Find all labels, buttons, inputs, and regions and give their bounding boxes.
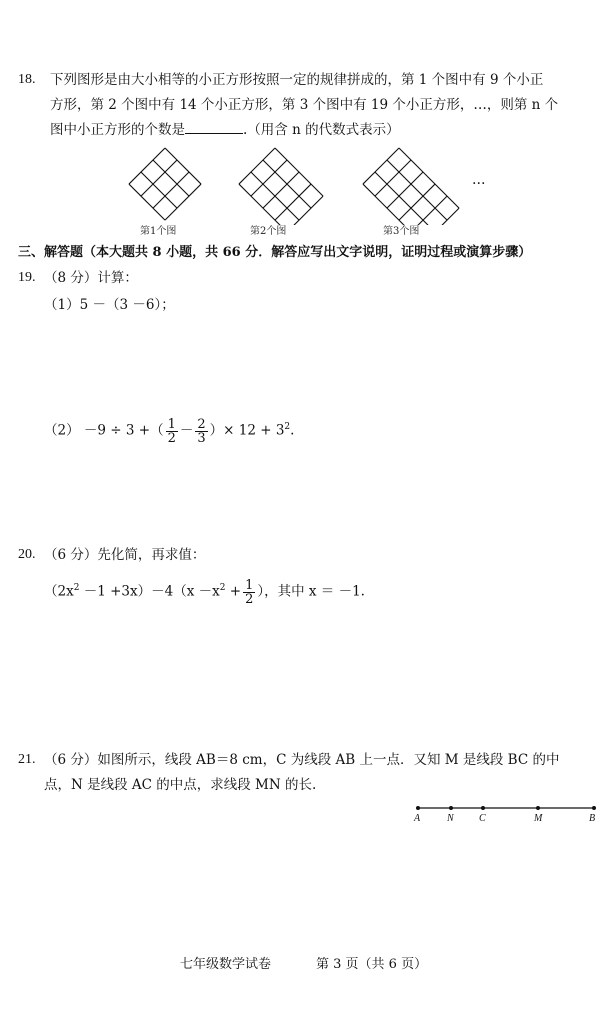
q20-exp2: 2 [219, 583, 226, 593]
q21-text-line2: 点，N 是线段 AC 的中点，求线段 MN 的长. [44, 777, 317, 793]
q19-intro: （8 分）计算： [44, 270, 138, 286]
q20-number: 20. [18, 547, 36, 562]
q20-exp1: 2 [73, 583, 80, 593]
figure3-caption: 第3个图 [383, 226, 420, 237]
q19-number: 19. [18, 270, 36, 285]
point-c [481, 806, 485, 810]
figure1-caption: 第1个图 [140, 226, 177, 237]
label-a: A [414, 813, 421, 824]
frac1-den: 2 [167, 430, 176, 446]
segment-diagram [410, 800, 602, 830]
fraction-two-thirds [195, 418, 207, 445]
figure-1 [129, 148, 201, 220]
q18-figures [120, 140, 500, 225]
label-c: C [479, 813, 486, 824]
q20-frac-den: 2 [245, 591, 254, 607]
exponent: 2 [284, 422, 291, 432]
frac2-den: 3 [197, 430, 206, 446]
q19-part1: （1）5 －（3 －6）； [44, 297, 175, 313]
q18-text-line3 [50, 118, 400, 142]
q19-part2-end: . [290, 422, 295, 439]
q18-text-line2: 方形，第 2 个图中有 14 个小正方形，第 3 个图中有 19 个小正方形，…，则第 n 个 [50, 97, 559, 113]
q20-expr-d: ），其中 x ＝ －1. [257, 583, 365, 600]
frac2-num: 2 [197, 416, 206, 432]
section3-heading: 三、解答题（本大题共 8 小题，共 66 分．解答应写出文字说明，证明过程或演算步骤） [18, 245, 532, 260]
fraction-one-half [166, 418, 178, 445]
q18-text-line1: 下列图形是由大小相等的小正方形按照一定的规律拼成的，第 1 个图中有 9 个小正 [50, 72, 544, 88]
q19-part2-a: －9 ÷ 3 +（ [83, 422, 164, 439]
point-m [536, 806, 540, 810]
q19-part2-label: （2） [44, 422, 80, 439]
point-a [416, 806, 420, 810]
label-n: N [447, 813, 454, 824]
q20-expr-c: + [225, 583, 242, 600]
q18-text-line3-pre: 图中小正方形的个数是 [50, 122, 185, 138]
label-m: M [534, 813, 543, 824]
q18-text-line3-post: .（用含 n 的代数式表示） [243, 122, 400, 138]
q20-expression [44, 573, 365, 607]
q20-expr-b: －1 +3x）－4（x －x [79, 583, 220, 600]
q20-expr-a: （2x [44, 583, 74, 600]
figure-ellipsis: … [472, 172, 486, 188]
minus-sign: － [179, 422, 194, 439]
q21-number: 21. [18, 752, 36, 767]
q18-number: 18. [18, 72, 36, 87]
q19-part2 [44, 412, 294, 446]
footer-subject: 七年级数学试卷 [180, 957, 272, 972]
figure-3 [363, 148, 459, 225]
fraction-one-half [243, 579, 255, 606]
figure2-caption: 第2个图 [250, 226, 287, 237]
q19-part2-b: ）× 12 + 3 [209, 422, 285, 439]
point-b [592, 806, 596, 810]
q20-frac-num: 1 [245, 577, 254, 593]
label-b: B [589, 813, 596, 824]
frac1-num: 1 [167, 416, 176, 432]
footer-page: 第 3 页（共 6 页） [316, 957, 428, 972]
q20-intro: （6 分）先化简，再求值： [44, 547, 206, 563]
answer-blank [185, 119, 243, 134]
point-n [449, 806, 453, 810]
q21-text-line1: （6 分）如图所示，线段 AB＝8 cm，C 为线段 AB 上一点．又知 M 是线段 BC 的中 [44, 752, 560, 768]
figure-2 [239, 148, 323, 225]
